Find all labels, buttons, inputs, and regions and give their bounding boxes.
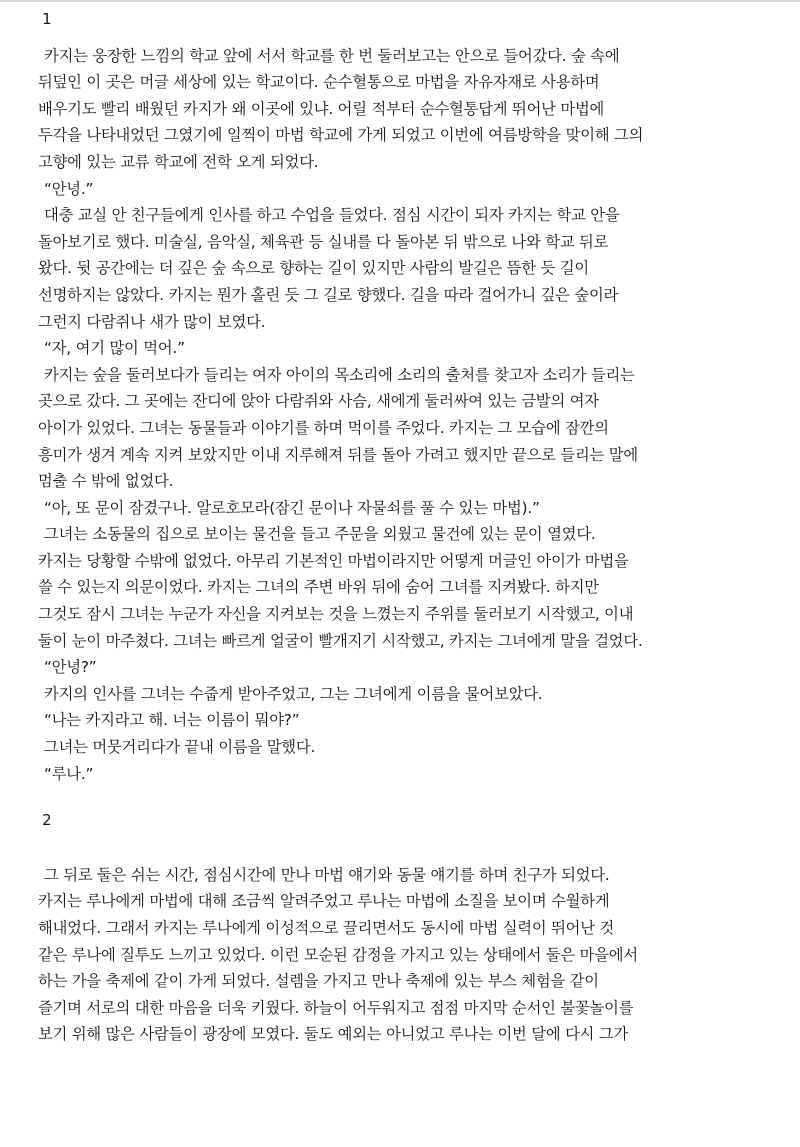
dialogue-line: “루나.” xyxy=(44,764,94,783)
text-line: 배우기도 빨리 배웠던 카지가 왜 이곳에 있냐. 어릴 적부터 순수혈통답게 뛰어난 마법에 xyxy=(38,99,605,118)
text-line: 대충 교실 안 친구들에게 인사를 하고 수업을 들었다. 점심 시간이 되자 카지는 학교 안을 xyxy=(44,206,620,225)
text-line: 카지는 숲을 둘러보다가 들리는 여자 아이의 목소리에 소리의 출처를 찾고자 소리가 들리는 xyxy=(44,365,635,384)
section-number: 1 xyxy=(42,10,52,28)
text-line: 그것도 잠시 그녀는 누군가 자신을 지켜보는 것을 느꼈는지 주위를 둘러보기 시작했고, 이내 xyxy=(38,605,634,624)
text-line: 카지는 웅장한 느낌의 학교 앞에 서서 학교를 한 번 둘러보고는 안으로 들어갔다. 숲 속에 xyxy=(44,46,620,65)
text-line: 하는 가을 축제에 같이 가게 되었다. 설렘을 가지고 만나 축제에 있는 부스 체험을 같이 xyxy=(38,972,599,991)
text-line: 카지는 루나에게 마법에 대해 조금씩 알려주었고 루나는 마법에 소질을 보이며 수월하게 xyxy=(38,892,610,911)
text-line: 카지의 인사를 그녀는 수줍게 받아주었고, 그는 그녀에게 이름을 물어보았다. xyxy=(44,684,543,703)
text-line: 멈출 수 밖에 없었다. xyxy=(38,472,174,491)
dialogue-line: “아, 또 문이 잠겼구나. 알로호모라(잠긴 문이나 자물쇠를 풀 수 있는 마법).” xyxy=(44,498,540,517)
text-line: 그녀는 소동물의 집으로 보이는 물건을 들고 주문을 외웠고 물건에 있는 문이 열였다. xyxy=(44,525,596,544)
text-line: 같은 루나에 질투도 느끼고 있었다. 이런 모순된 감정을 가지고 있는 상태에서 둘은 마을에서 xyxy=(38,945,638,964)
text-line: 쓸 수 있는지 의문이었다. 카지는 그녀의 주변 바위 뒤에 숨어 그녀를 지켜봤다. 하지만 xyxy=(38,578,599,597)
section-body xyxy=(38,43,762,788)
text-line: 흥미가 생겨 계속 지켜 보았지만 이내 지루해져 뒤를 돌아 가려고 했지만 끝으로 들리는 말에 xyxy=(38,445,638,464)
text-line: 아이가 있었다. 그녀는 동물들과 이야기를 하며 먹이를 주었다. 카지는 그 모습에 잠깐의 xyxy=(38,418,609,437)
dialogue-line: “나는 카지라고 해. 너는 이름이 뭐야?” xyxy=(44,711,300,730)
dialogue-line: “안녕?” xyxy=(44,658,97,677)
top-border xyxy=(0,0,800,2)
text-line: 고향에 있는 교류 학교에 전학 오게 되었다. xyxy=(38,152,319,171)
text-line: 뒤덮인 이 곳은 머글 세상에 있는 학교이다. 순수혈통으로 마법을 자유자재로 사용하며 xyxy=(38,73,600,92)
text-line: 돌아보기로 했다. 미술실, 음악실, 체육관 등 실내를 다 돌아본 뒤 밖으로 나와 학교 뒤로 xyxy=(38,232,609,251)
text-line: 카지는 당황할 수밖에 없었다. 아무리 기본적인 마법이라지만 어떻게 머글인 아이가 마법을 xyxy=(38,551,629,570)
text-line: 선명하지는 않았다. 카지는 뭔가 홀린 듯 그 길로 향했다. 길을 따라 걸어가니 깊은 숲이라 xyxy=(38,285,619,304)
text-line: 보기 위해 많은 사람들이 광장에 모였다. 둘도 예외는 아니었고 루나는 이번 달에 다시 그가 xyxy=(38,1025,629,1044)
text-line: 둘이 눈이 마주쳤다. 그녀는 빠르게 얼굴이 빨개지기 시작했고, 카지는 그녀에게 말을 걸었다. xyxy=(38,631,643,650)
text-line: 곳으로 갔다. 그 곳에는 잔디에 앉아 다람쥐와 사슴, 새에게 둘러싸여 있는 금발의 여자 xyxy=(38,392,599,411)
text-line: 그녀는 머뭇거리다가 끝내 이름을 말했다. xyxy=(44,738,316,757)
section-number: 2 xyxy=(42,811,52,830)
text-line: 해내었다. 그래서 카지는 루나에게 이성적으로 끌리면서도 동시에 마법 실력이 뛰어난 것 xyxy=(38,919,615,937)
document-page xyxy=(38,6,762,1048)
dialogue-line: “안녕.” xyxy=(44,179,94,198)
text-line: 왔다. 뒷 공간에는 더 깊은 숲 속으로 향하는 길이 있지만 사람의 발길은 뜸한 듯 길이 xyxy=(38,259,589,278)
section-body xyxy=(38,862,762,1048)
dialogue-line: “자, 여기 많이 먹어.” xyxy=(44,339,185,358)
text-line: 그런지 다람쥐나 새가 많이 보였다. xyxy=(38,312,266,331)
text-line: 두각을 나타내었던 그였기에 일찍이 마법 학교에 가게 되었고 이번에 여름방학을 맞이해 그의 xyxy=(38,126,644,145)
text-line: 그 뒤로 둘은 쉬는 시간, 점심시간에 만나 마법 얘기와 동물 얘기를 하며 친구가 되었다. xyxy=(44,865,610,884)
text-line: 즐기며 서로의 대한 마음을 더욱 키웠다. 하늘이 어두워지고 점점 마지막 순서인 불꽃놀이를 xyxy=(38,998,634,1017)
